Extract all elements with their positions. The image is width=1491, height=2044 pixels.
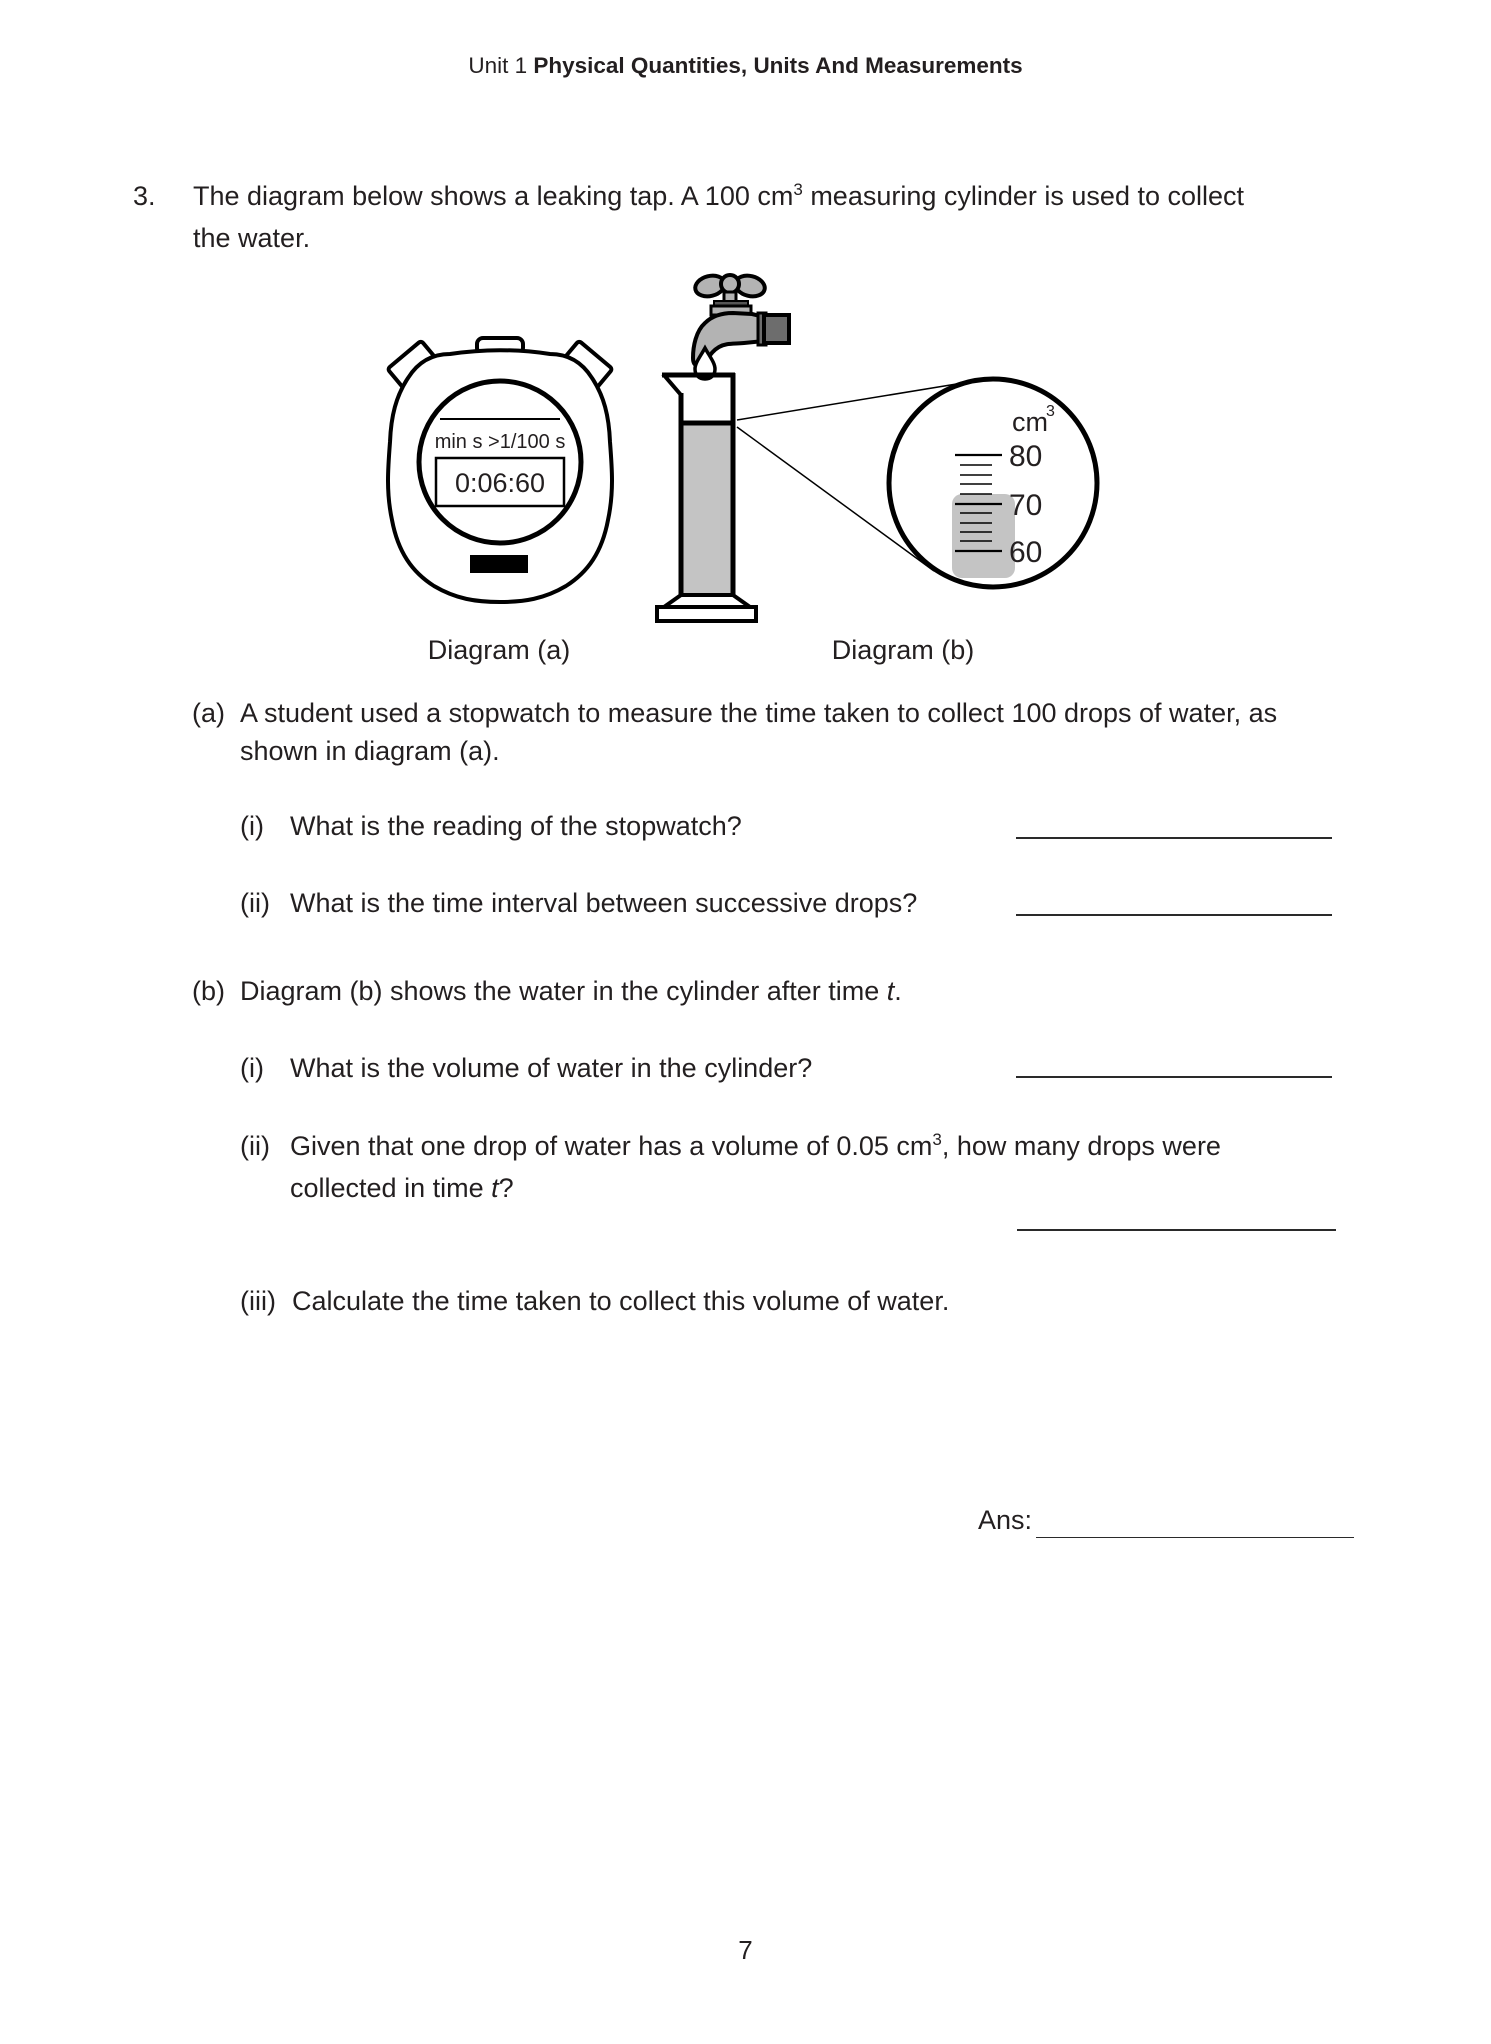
part-b-ii-post: ? (498, 1173, 514, 1203)
scale-label-60: 60 (1009, 536, 1043, 569)
part-a-ii-text: What is the time interval between successive drops? (290, 888, 918, 918)
part-b-iii-text: Calculate the time taken to collect this volume of water. (292, 1286, 950, 1316)
magnified-water (952, 494, 1015, 578)
part-a-label: (a) (192, 698, 225, 728)
tap-diagram (693, 273, 789, 379)
cylinder-base (657, 607, 756, 621)
scale-label-70: 70 (1009, 489, 1043, 522)
scale-unit-label: cm (1012, 407, 1048, 437)
part-b-ii-label: (ii) (240, 1131, 270, 1161)
tap-handle-center (721, 275, 739, 293)
caption-diagram-a: Diagram (a) (427, 635, 571, 665)
answer-line-b-ii (1017, 1229, 1336, 1231)
part-b-i-text: What is the volume of water in the cylinder? (290, 1053, 813, 1083)
part-a-ii-label: (ii) (240, 888, 270, 918)
part-b-ii-line1-pre: Given that one drop of water has a volume of 0.05 cm (290, 1131, 933, 1161)
part-a-line1: A student used a stopwatch to measure the time taken to collect 100 drops of water, as (240, 698, 1278, 728)
stopwatch-bottom-button (470, 555, 528, 573)
question-intro-post: measuring cylinder is used to collect (802, 181, 1245, 211)
part-b-post: . (894, 976, 902, 1006)
header-unit: Unit 1 (468, 53, 534, 78)
part-b-ii-line2-pre: collected in time (290, 1173, 492, 1203)
part-b-ii-var: t (491, 1173, 499, 1203)
ans-line (1036, 1537, 1354, 1538)
caption-diagram-b: Diagram (b) (831, 635, 975, 665)
tap-outlet (764, 315, 789, 343)
ans-label: Ans: (978, 1505, 1033, 1535)
part-b-i-label: (i) (240, 1053, 264, 1083)
answer-line-a-i (1016, 837, 1332, 839)
question-intro-pre: The diagram below shows a leaking tap. A 100 cm (193, 181, 794, 211)
scale-unit-sup: 3 (1046, 403, 1055, 420)
question-intro-line2: the water. (193, 223, 311, 253)
part-a-text (240, 694, 1277, 770)
part-b-ii-line1-post: , how many drops were (941, 1131, 1221, 1161)
part-b-ii-sup: 3 (932, 1130, 942, 1149)
answer-line-a-ii (1016, 914, 1332, 916)
question-number: 3. (133, 181, 156, 211)
stopwatch-diagram (387, 338, 612, 602)
part-b-pre: Diagram (b) shows the water in the cylinder after time (240, 976, 887, 1006)
stopwatch-mode-label: min s >1/100 s (434, 431, 566, 453)
question-intro-sup: 3 (793, 180, 803, 199)
part-b-text (240, 972, 902, 1010)
scale-label-80: 80 (1009, 440, 1043, 473)
part-a-i-label: (i) (240, 811, 264, 841)
header-title: Physical Quantities, Units And Measurements (533, 53, 1023, 78)
measuring-cylinder-diagram (657, 373, 756, 621)
physics-diagram (0, 0, 1491, 690)
stopwatch-display-value: 0:06:60 (454, 468, 546, 498)
answer-line-b-i (1016, 1076, 1332, 1078)
part-b-ii-text (290, 1127, 1221, 1207)
cylinder-water (681, 424, 732, 594)
part-b-var: t (886, 976, 895, 1006)
part-b-iii-label: (iii) (240, 1286, 276, 1316)
part-a-line2: shown in diagram (a). (240, 736, 500, 766)
page-number: 7 (738, 1935, 753, 1965)
part-a-i-text: What is the reading of the stopwatch? (290, 811, 742, 841)
magnifier-diagram (737, 379, 1097, 587)
part-b-label: (b) (192, 976, 225, 1006)
